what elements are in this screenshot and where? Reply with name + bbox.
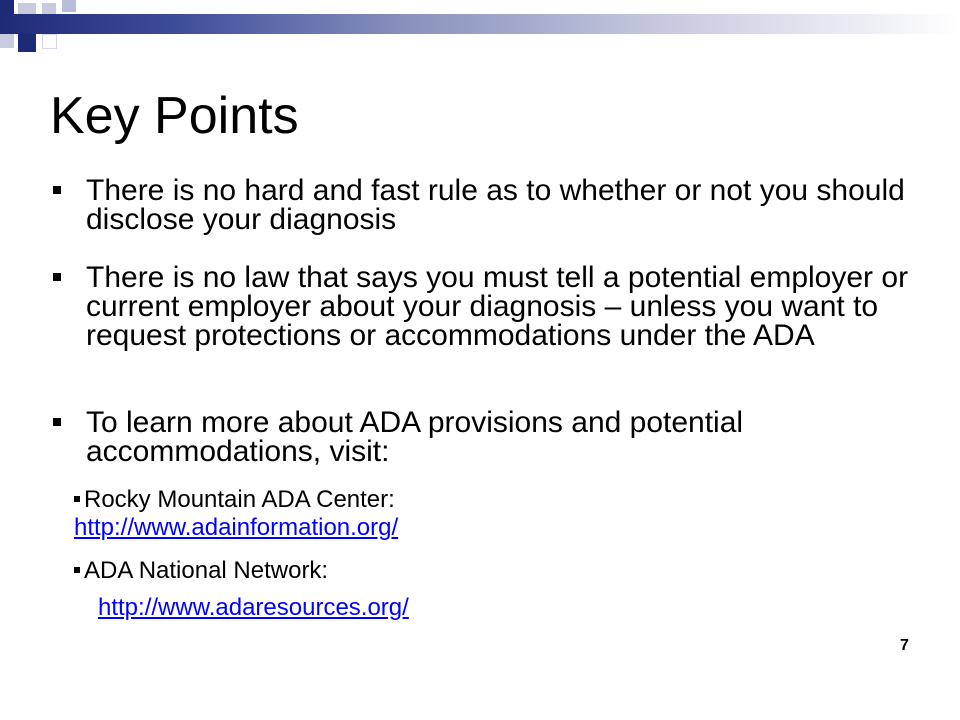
bullet-item xyxy=(86,408,926,466)
bullet-square-icon xyxy=(53,273,61,281)
header-square xyxy=(42,34,57,49)
header-gradient-bar xyxy=(0,14,960,34)
bullet-text: There is no law that says you must tell a potential employer or current employer about your diagnosis – unless you want to request protections or accommodations under the ADA xyxy=(86,261,909,352)
resource-label: Rocky Mountain ADA Center: xyxy=(84,486,395,513)
bullet-item xyxy=(86,176,926,234)
resource-link-line xyxy=(98,594,409,622)
header-square xyxy=(0,0,14,14)
bullet-square-icon xyxy=(53,186,61,194)
bullet-square-icon xyxy=(53,418,61,426)
sub-bullet-item xyxy=(74,557,328,585)
page-number: 7 xyxy=(900,637,909,654)
bullet-item xyxy=(86,263,926,350)
header-square xyxy=(62,0,76,12)
header-square xyxy=(0,34,14,48)
bullet-text: There is no hard and fast rule as to whether or not you should disclose your diagnosis xyxy=(86,174,905,236)
bullet-square-icon xyxy=(74,567,80,573)
slide-title: Key Points xyxy=(50,87,299,145)
resource-link[interactable]: http://www.adainformation.org/ xyxy=(74,514,399,541)
resource-label: ADA National Network: xyxy=(84,557,329,584)
header-square xyxy=(18,34,36,52)
bullet-square-icon xyxy=(74,496,80,502)
sub-bullet-item xyxy=(74,486,398,542)
bullet-text: To learn more about ADA provisions and potential accommodations, visit: xyxy=(86,406,744,468)
resource-link[interactable]: http://www.adaresources.org/ xyxy=(98,594,409,621)
